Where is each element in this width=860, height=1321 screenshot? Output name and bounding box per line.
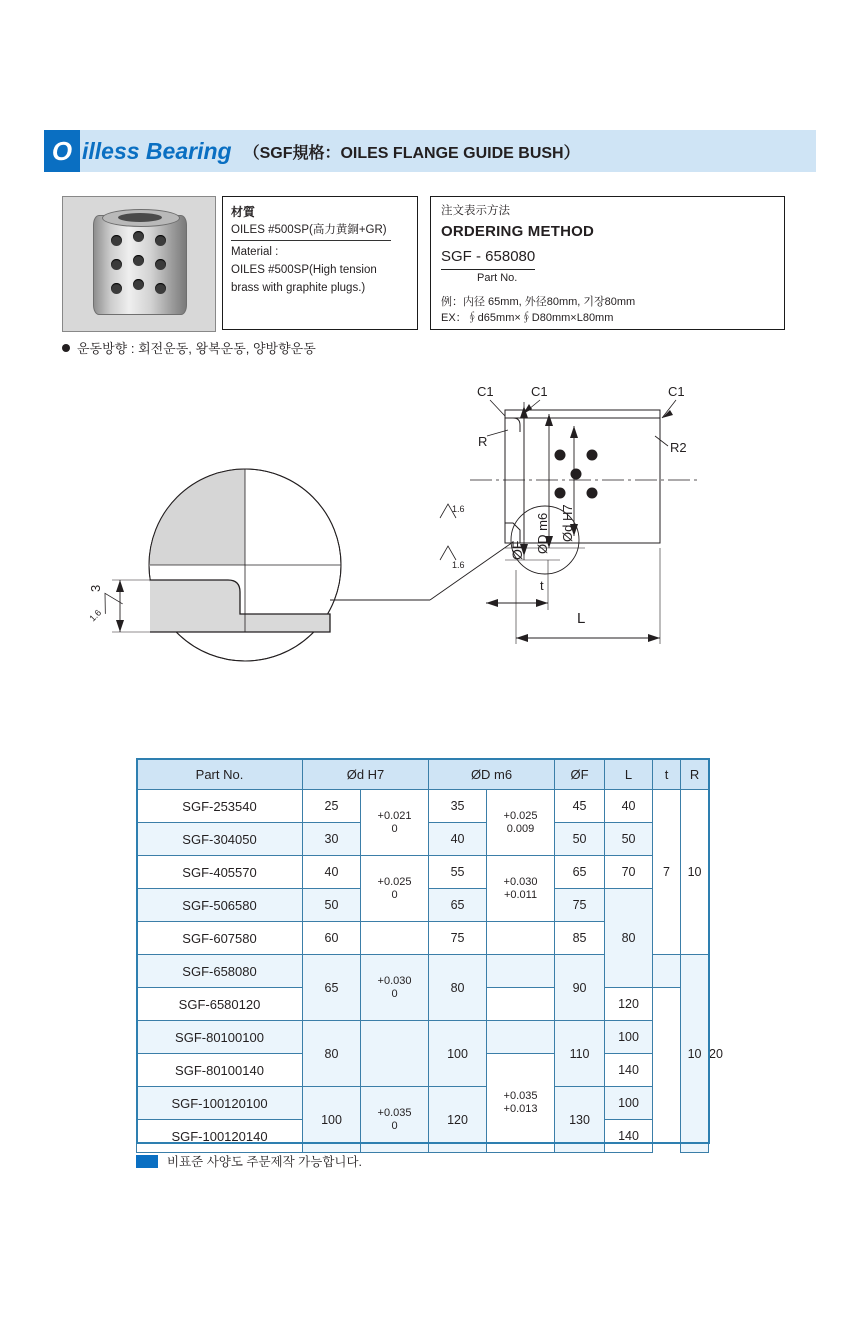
cell-R: 10 [681,790,709,955]
label-phi-f: ØF [509,540,525,560]
cell-t: 10 [681,955,709,1153]
graphite-plug-dot [155,235,166,246]
cell-F: 50 [555,823,605,856]
table-row [137,1087,709,1120]
col-part-no: Part No. [137,759,303,790]
cell-d-tol: +0.021 0 [361,790,429,856]
graphite-plug-dot [111,235,122,246]
cell-part-no: SGF-405570 [137,856,303,889]
footnote-text: 비표준 사양도 주문제작 가능합니다. [167,1155,363,1169]
cell-L: 70 [605,856,653,889]
cell-L: 140 [605,1054,653,1087]
graphite-plug-dot [155,283,166,294]
label-phi-d-h7: Ød H7 [560,504,575,542]
label-t: t [540,578,544,593]
col-phi-D-m6: ØD m6 [429,759,555,790]
cell-F: 65 [555,856,605,889]
material-value-en-line1: OILES #500SP(High tension [231,264,377,277]
cell-F: 130 [555,1087,605,1153]
cell-D-tol: +0.030 +0.011 [487,856,555,922]
label-c1-a: C1 [477,384,494,399]
cell-d-tol: +0.025 0 [361,856,429,922]
cell-part-no: SGF-506580 [137,889,303,922]
cell-part-no: SGF-304050 [137,823,303,856]
cell-L: 120 [605,988,653,1021]
ordering-label-en: ORDERING METHOD [441,223,594,241]
table-row: SGF-658080 65 +0.030 0 80 90 10 20 [137,955,709,988]
cell-D-tol: +0.025 0.009 [487,790,555,856]
cell-t: 7 [653,790,681,955]
bullet-icon [62,344,70,352]
motion-direction-note [62,338,316,357]
table-row [137,1021,709,1054]
label-roughness-3: 1.6 [87,607,104,624]
cell-D: 75 [429,922,487,955]
graphite-plug-dot [155,259,166,270]
cell-d: 100 [303,1087,361,1153]
logo-letter: O [51,136,73,166]
cell-d: 60 [303,922,361,955]
cell-part-no: SGF-6580120 [137,988,303,1021]
label-roughness-1: 1.6 [452,504,465,514]
cell-d: 25 [303,790,361,823]
label-r2: R2 [670,440,687,455]
material-box [222,196,418,330]
label-3: 3 [88,584,103,592]
header-subtitle: （SGF規格：OILES FLANGE GUIDE BUSH） [243,144,580,162]
technical-drawing [0,370,860,690]
col-phi-F: ØF [555,759,605,790]
ordering-label-jp: 注文表示方法 [441,205,510,217]
cell-part-no: SGF-80100140 [137,1054,303,1087]
material-label-jp: 材質 [231,205,256,219]
cell-L: 80 [605,889,653,988]
cell-D: 35 [429,790,487,823]
ordering-example-en: EX：∮d65mm×∮D80mm×L80mm [441,312,614,325]
cell-D: 55 [429,856,487,889]
cell-d-tol [361,922,429,955]
cell-d: 30 [303,823,361,856]
col-t: t [653,759,681,790]
cell-d: 50 [303,889,361,922]
label-roughness-2: 1.6 [452,560,465,570]
cell-D-tol [487,922,555,955]
cell-L: 40 [605,790,653,823]
cell-F: 110 [555,1021,605,1087]
cell-d-tol [361,1021,429,1087]
ordering-method-box [430,196,785,330]
graphite-plug-dot [133,255,144,266]
label-l: L [577,610,586,627]
cell-D-tol: +0.035 +0.013 [487,1054,555,1153]
cell-L [653,955,681,988]
ordering-example-jp: 例：内径 65mm, 外径80mm, 기장80mm [441,295,636,308]
cell-D: 100 [429,1021,487,1087]
logo-block [44,130,80,172]
cell-part-no: SGF-80100100 [137,1021,303,1054]
cell-D: 40 [429,823,487,856]
cell-L: 50 [605,823,653,856]
cell-part-no: SGF-658080 [137,955,303,988]
cell-F: 75 [555,889,605,922]
cell-D-tol [487,1021,555,1054]
cell-part-no: SGF-100120140 [137,1120,303,1153]
cell-D: 80 [429,955,487,1021]
material-value-en-line2: brass with graphite plugs.) [231,282,366,295]
label-phi-d-m6: ØD m6 [535,512,550,554]
graphite-plug-dot [111,283,122,294]
spec-table [136,758,723,1153]
label-r: R [478,434,488,449]
footnote [136,1152,362,1170]
divider [231,240,391,241]
cell-d: 80 [303,1021,361,1087]
page-header [44,130,816,172]
motion-direction-text: 운동방향 : 회전운동, 왕복운동, 양방향운동 [77,341,316,356]
col-phi-d-h7: Ød H7 [303,759,429,790]
cell-d: 40 [303,856,361,889]
spec-table-wrapper [136,758,723,1153]
material-label-en: Material : [231,246,279,259]
cell-D: 65 [429,889,487,922]
label-c1-c: C1 [668,384,685,399]
cell-F: 90 [555,955,605,1021]
graphite-plug-dot [111,259,122,270]
cell-L: 100 [605,1021,653,1054]
table-row [137,790,709,823]
col-R: R [681,759,709,790]
label-c1-b: C1 [531,384,548,399]
ordering-code-example: SGF - 658080 [441,246,535,271]
material-value-jp: OILES #500SP(高力黄銅+GR) [231,223,387,236]
cell-D: 120 [429,1087,487,1153]
col-L: L [605,759,653,790]
part-no-caption: Part No. [477,272,518,285]
cell-part-no: SGF-100120100 [137,1087,303,1120]
graphite-plug-dot [133,231,144,242]
cell-part-no: SGF-607580 [137,922,303,955]
graphite-plug-dot [133,279,144,290]
cell-F: 85 [555,922,605,955]
color-swatch [136,1155,158,1168]
cell-part-no: SGF-253540 [137,790,303,823]
cell-F: 45 [555,790,605,823]
cell-D-tol [487,955,555,988]
logo-wordmark: illess Bearing [82,137,232,164]
cell-d-tol: +0.035 0 [361,1087,429,1153]
cell-L: 100 [605,1087,653,1120]
product-photo [62,196,216,332]
table-row [137,856,709,889]
cell-d: 65 [303,955,361,1021]
cell-D-tol [487,988,555,1021]
cell-d-tol: +0.030 0 [361,955,429,1021]
table-header-row [137,759,709,790]
cell-L: 140 [605,1120,653,1153]
